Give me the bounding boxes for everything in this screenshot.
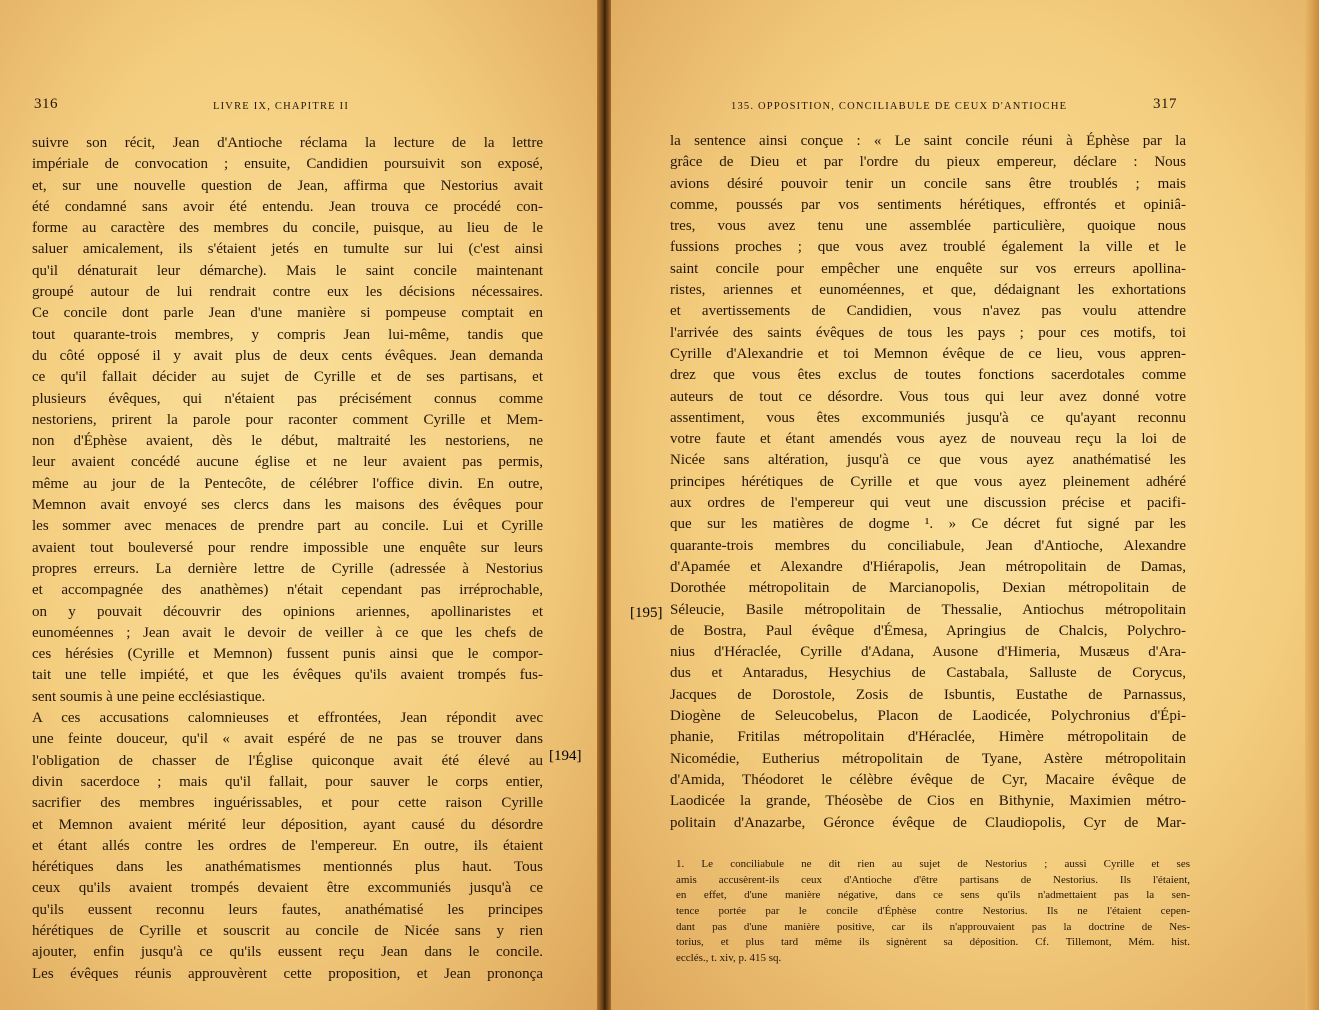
text-line: Nicomédie, Eutherius métropolitain de Tyane, Astère métropolitain xyxy=(670,750,1186,767)
footnote-line: 1. Le conciliabule ne dit rien au sujet de Nestorius ; aussi Cyrille et ses xyxy=(676,858,1190,870)
text-line: et Memnon avaient mérité leur déposition, ayant causé du désordre xyxy=(32,816,543,833)
text-line: eunoméennes ; Jean avait le devoir de veiller à ce que les chefs de xyxy=(32,624,543,641)
text-line: ceux qu'ils avaient trompés devaient être excommuniés jusqu'à ce xyxy=(32,880,543,897)
text-line: groupé autour de lui rendrait contre eux les décisions nécessaires. xyxy=(32,284,543,301)
text-line: Les évêques réunis approuvèrent cette proposition, et Jean prononça xyxy=(32,965,543,982)
text-line: tout quarante-trois membres, y compris Jean lui-même, tandis que xyxy=(32,326,543,343)
text-line: l'arrivée des saints évêques de tous les pays ; pour ces motifs, toi xyxy=(670,324,1186,341)
text-line: comme, poussés par vos sentiments hérétiques, effrontés et opiniâ- xyxy=(670,196,1186,213)
footnote xyxy=(676,857,1190,967)
text-line: grâce de Dieu et par l'ordre du pieux empereur, déclare : Nous xyxy=(670,154,1186,171)
text-line: même au jour de la Pentecôte, de célébrer l'office divin. En outre, xyxy=(32,475,543,492)
footnote-line: amis accusèrent-ils ceux d'Antioche d'être partisans de Nestorius. Ils l'étaient, xyxy=(676,873,1190,886)
text-line: tait une telle impiété, et que les évêques qu'ils avaient trompés fus- xyxy=(32,667,543,684)
footnote-line: ecclés., t. xiv, p. 415 sq. xyxy=(676,952,782,965)
text-line: que sur les matières de dogme ¹. » Ce décret fut signé par les xyxy=(670,516,1186,533)
text-line: divin sacerdoce ; mais qu'il fallait, pour sauver le corps entier, xyxy=(32,773,543,790)
text-line: l'obligation de chasser de l'Église quiconque avait été élevé au xyxy=(32,752,543,769)
text-line: Diogène de Seleucobelus, Placon de Laodicée, Polychronius d'Épi- xyxy=(670,708,1186,725)
footnote-line: tence portée par le concile d'Éphèse contre Nestorius. Ils ne l'étaient cepen- xyxy=(676,905,1190,918)
text-line: sent soumis à une peine ecclésiastique. xyxy=(32,688,266,705)
text-line: qu'il dénaturait leur démarche). Mais le saint concile maintenant xyxy=(32,262,543,279)
text-line: dus et Antaradus, Hesychius de Castabala, Salluste de Corycus, xyxy=(670,665,1186,682)
text-line: tres, vous avez tenu une assemblée particulière, quoique nous xyxy=(670,218,1186,235)
text-line: la sentence ainsi conçue : « Le saint concile réuni à Éphèse par la xyxy=(670,133,1186,149)
text-line: hérétiques de Cyrille et souscrit au concile de Nicée sans y rien xyxy=(32,922,543,939)
footnote-line: torius, et plus tard même ils signèrent sa déposition. Cf. Tillemont, Mém. hist. xyxy=(676,936,1190,949)
page-number: 316 xyxy=(34,96,58,112)
text-line: avaient tout bouleversé pour rendre impossible une enquête sur leurs xyxy=(32,539,543,556)
text-line: nius d'Héraclée, Cyrille d'Adana, Ausone d'Himeria, Musæus d'Ara- xyxy=(670,644,1186,661)
text-line: Cyrille d'Alexandrie et toi Memnon évêque de ce lieu, vous appren- xyxy=(670,345,1186,362)
text-line: assentiment, vous êtes excommuniés jusqu'à ce qu'ayant reconnu xyxy=(670,409,1186,426)
text-line: sacrifier des membres inguérissables, et pour cette raison Cyrille xyxy=(32,795,543,812)
text-line: Dorothée métropolitain de Marcianopolis, Dexian métropolitain de xyxy=(670,580,1186,597)
text-line: non d'Éphèse avaient, dès le début, maltraité les nestoriens, ne xyxy=(32,433,543,450)
text-line: aux ordres de l'empereur qui veut une discussion précise et pacifi- xyxy=(670,495,1186,512)
margin-page-ref: [195] xyxy=(630,605,663,621)
text-line: politain d'Anazarbe, Géronce évêque de Claudiopolis, Cyr de Mar- xyxy=(670,814,1186,831)
text-line: les sommer avec menaces de prendre part au concile. Lui et Cyrille xyxy=(32,518,543,535)
text-line: Ce concile dont parle Jean d'une manière si pompeuse comptait en xyxy=(32,305,543,322)
text-line: plusieurs évêques, qui n'étaient pas précisément connus comme xyxy=(32,390,543,407)
text-line: impériale de convocation ; ensuite, Candidien poursuivit son exposé, xyxy=(32,156,543,173)
text-line: votre faute et étant amendés vous ayez de nouveau reçu la loi de xyxy=(670,431,1186,448)
page-edge xyxy=(1305,0,1319,1010)
text-line: ristes, ariennes et eunoméennes, et que, dédaignant les exhortations xyxy=(670,282,1186,299)
text-line: leur avaient concédé aucune église et ne leur avaient pas permis, xyxy=(32,454,543,471)
text-line: qu'ils eussent reconnu leurs fautes, anathématisé les principes xyxy=(32,901,543,918)
text-line: phanie, Fritilas métropolitain d'Héraclée, Himère métropolitain de xyxy=(670,729,1186,746)
text-line: et avertissements de Candidien, vous n'avez pas voulu attendre xyxy=(670,303,1186,320)
book-gutter xyxy=(597,0,611,1010)
text-line: ajouter, enfin jusqu'à ce qu'ils eussent reçu Jean dans le concile. xyxy=(32,944,543,961)
running-head: LIVRE IX, CHAPITRE II xyxy=(213,101,350,112)
margin-page-ref: [194] xyxy=(549,748,582,764)
right-page xyxy=(609,0,1319,1010)
text-line: on y pouvait découvrir des opinions ariennes, apollinaristes et xyxy=(32,603,543,620)
page-number: 317 xyxy=(1153,96,1177,112)
text-line: d'Amida, Théodoret le célèbre évêque de Cyr, Macaire évêque de xyxy=(670,771,1186,788)
footnote-line: dant pas d'une manière positive, car ils n'approuvaient pas la doctrine de Nes- xyxy=(676,920,1190,933)
text-line: et, sur une nouvelle question de Jean, affirma que Nestorius avait xyxy=(32,177,543,194)
text-line: saluer amicalement, ils s'étaient jetés en tumulte sur lui (c'est ainsi xyxy=(32,241,543,258)
text-line: Memnon avait envoyé ses clercs dans les maisons des évêques pour xyxy=(32,497,543,514)
text-line: avions désiré pouvoir tenir un concile sans être troublés ; mais xyxy=(670,175,1186,192)
running-head: 135. OPPOSITION, CONCILIABULE DE CEUX D'ANTIOCHE xyxy=(731,101,1068,112)
text-line: principes hérétiques de Cyrille et que vous ayez pleinement adhéré xyxy=(670,473,1186,490)
text-line: fussions proches ; que vous avez troublé également la ville et le xyxy=(670,239,1186,256)
text-line: été condamné sans avoir été entendu. Jean trouva ce procédé con- xyxy=(32,198,543,215)
text-line: une feinte douceur, qu'il « avait espéré de ne pas se trouver dans xyxy=(32,731,543,748)
text-line: Séleucie, Basile métropolitain de Thessalie, Antiochus métropolitain xyxy=(670,601,1186,618)
text-line: drez que vous êtes exclus de toutes fonctions sacerdotales comme xyxy=(670,367,1186,384)
text-line: propres erreurs. La dernière lettre de Cyrille (adressée à Nestorius xyxy=(32,560,543,577)
text-line: hérétiques dans les anathématismes mentionnés plus haut. Tous xyxy=(32,859,543,876)
text-line: quarante-trois membres du conciliabule, Jean d'Antioche, Alexandre xyxy=(670,537,1186,554)
text-line: d'Apamée et Alexandre d'Hiérapolis, Jean métropolitain de Damas, xyxy=(670,558,1186,575)
text-line: auteurs de tout ce désordre. Vous tous qui leur avez donné votre xyxy=(670,388,1186,405)
text-line: saint concile pour empêcher une enquête sur vos erreurs apollina- xyxy=(670,260,1186,277)
text-line: nestoriens, prirent la parole pour raconter comment Cyrille et Mem- xyxy=(32,411,543,428)
text-line: Nicée sans altération, jusqu'à ce que vous ayez anathématisé les xyxy=(670,452,1186,469)
footnote-line: en effet, d'une manière négative, dans ce sens qu'ils n'admettaient pas la sen- xyxy=(676,889,1190,902)
text-line: ces hérésies (Cyrille et Memnon) fussent punis ainsi que le compor- xyxy=(32,646,543,663)
text-line: de Bostra, Paul évêque d'Émesa, Apringius de Chalcis, Polychro- xyxy=(670,622,1186,639)
right-body-text xyxy=(670,131,1186,834)
left-body-text xyxy=(32,133,543,985)
text-line: et étant allés contre les ordres de l'empereur. En outre, ils étaient xyxy=(32,837,543,854)
text-line: ce qu'il fallait décider au sujet de Cyrille et de ses partisans, et xyxy=(32,369,543,386)
text-line: A ces accusations calomnieuses et effrontées, Jean répondit avec xyxy=(32,710,543,727)
text-line: forme au caractère des membres du concile, puisque, au lieu de le xyxy=(32,220,543,237)
text-line: Laodicée la grande, Théosèbe de Cios en Bithynie, Maximien métro- xyxy=(670,793,1186,810)
text-line: suivre son récit, Jean d'Antioche réclama la lecture de la lettre xyxy=(32,135,543,151)
text-line: Jacques de Dorostole, Zosis de Isbuntis, Eustathe de Parnassus, xyxy=(670,686,1186,703)
left-page xyxy=(0,0,603,1010)
text-line: et accompagnée des anathèmes) n'était cependant pas irréprochable, xyxy=(32,582,543,599)
text-line: du côté opposé il y avait plus de deux cents évêques. Jean demanda xyxy=(32,347,543,364)
